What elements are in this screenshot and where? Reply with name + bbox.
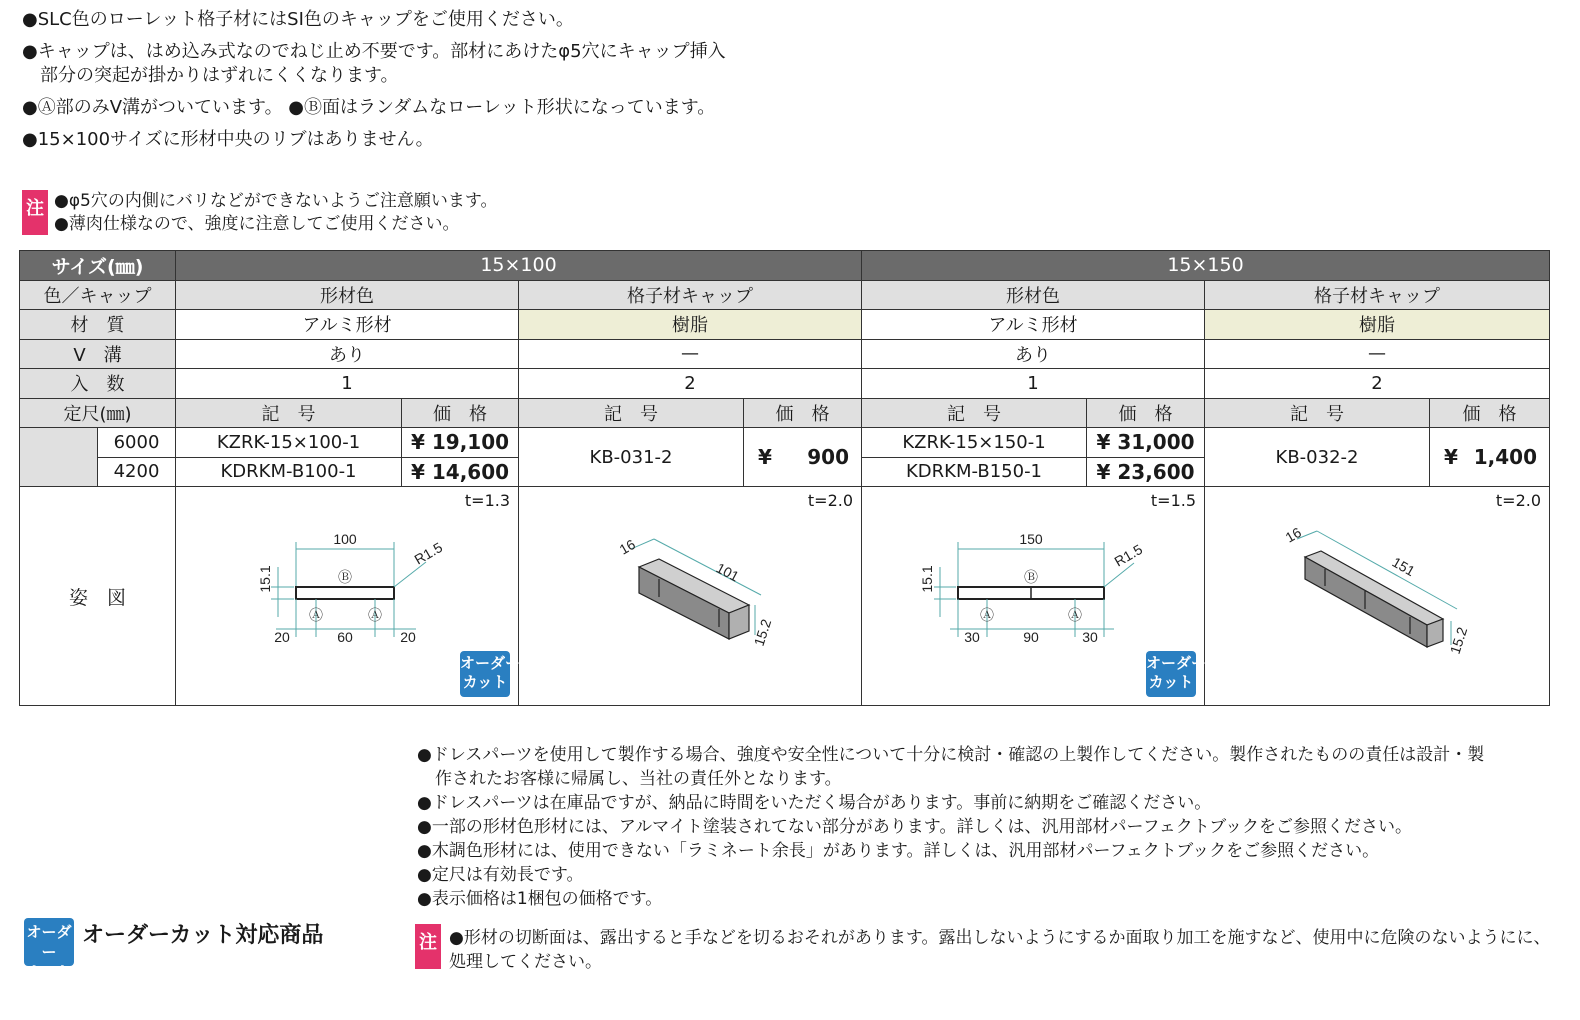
- a-profile-radius: R1.5: [411, 538, 446, 568]
- b-material-cap: 樹脂: [1205, 310, 1550, 340]
- bullet-laminate: ●木調色形材には、使用できない「ラミネート余長」があります。詳しくは、汎用部材パーフェクトブックをご参照ください。: [417, 841, 1380, 861]
- order-cut-legend-text: オーダーカット対応商品: [82, 923, 324, 948]
- note-line-burr: ●φ5穴の内側にバリなどができないようご注意願います。: [54, 191, 498, 211]
- figure-label-cell: [20, 487, 176, 706]
- a-qty-profile: 1: [176, 369, 519, 399]
- a-profile-a-mark-right: Ⓐ: [368, 607, 383, 623]
- bullet-effective-length: ●定尺は有効長です。: [417, 865, 584, 885]
- a-code-header: 記 号: [176, 398, 402, 428]
- qty-label: 入 数: [20, 369, 176, 399]
- a-cap: 格子材キャップ: [519, 280, 862, 310]
- row-material: [20, 310, 1550, 340]
- bullet-slc-cap: ●SLC色のローレット格子材にはSI色のキャップをご使用ください。: [22, 9, 574, 30]
- a-qty-cap: 2: [519, 369, 862, 399]
- top-bullet-list: [22, 8, 782, 160]
- a-profile-thickness: t=1.3: [464, 491, 511, 510]
- bottom-note-badge: 注: [415, 924, 441, 969]
- b-profile-width: 150: [1019, 531, 1043, 547]
- a-profile-d1: 20: [274, 629, 290, 645]
- b-cap-h: 15.2: [1446, 625, 1471, 656]
- a-profile-b-mark: Ⓑ: [338, 569, 353, 585]
- row-color: [20, 280, 1550, 310]
- b-cap-code: KB-032-2: [1205, 428, 1430, 487]
- b-qty-cap: 2: [1205, 369, 1550, 399]
- b-qty-profile: 1: [862, 369, 1205, 399]
- order-cut-badge-b: [1146, 651, 1207, 697]
- size-label: サイズ(㎜): [20, 251, 176, 281]
- a-material-profile: アルミ形材: [176, 310, 519, 340]
- a-price-4200: ¥ 14,600: [402, 457, 519, 487]
- row-figure: [20, 487, 1550, 706]
- b-profile-d3: 30: [1082, 629, 1098, 645]
- row-vgroove: [20, 339, 1550, 369]
- a-price-6000: ¥ 19,100: [402, 428, 519, 458]
- b-cap-code-header: 記 号: [1205, 398, 1430, 428]
- top-note: [22, 190, 498, 235]
- b-code-6000: KZRK-15×150-1: [862, 428, 1087, 458]
- row-qty: [20, 369, 1550, 399]
- order-cut-badge-a: [460, 651, 521, 697]
- bottom-note: [415, 924, 1565, 972]
- b-code-header: 記 号: [862, 398, 1087, 428]
- a-cap-price-value: 900: [807, 445, 850, 469]
- order-cut-badge-a-line2: カット: [462, 673, 508, 691]
- row-6000: [20, 428, 1550, 458]
- bullet-dress-parts-line2: 作されたお客様に帰属し、当社の責任外となります。: [435, 769, 842, 789]
- note-badge: 注: [22, 190, 48, 235]
- vgroove-label: V 溝: [20, 339, 176, 369]
- order-cut-legend-line1: オーダー: [26, 923, 72, 961]
- row-headers: [20, 398, 1550, 428]
- a-vgroove-profile: あり: [176, 339, 519, 369]
- order-cut-badge-a-line1: オーダー: [460, 654, 521, 672]
- a-profile-color: 形材色: [176, 280, 519, 310]
- row-size: [20, 251, 1550, 281]
- b-profile-radius: R1.5: [1111, 540, 1146, 570]
- bottom-bullet-list: [417, 743, 1562, 911]
- a-cap-price: [744, 428, 862, 487]
- a-code-4200: KDRKM-B100-1: [176, 457, 402, 487]
- b-cap-price-value: 1,400: [1473, 445, 1538, 469]
- size-b: 15×150: [862, 251, 1550, 281]
- b-cap-w: 16: [1282, 523, 1305, 546]
- a-code-6000: KZRK-15×100-1: [176, 428, 402, 458]
- b-cap-thickness: t=2.0: [1495, 491, 1542, 510]
- color-label: 色／キャップ: [20, 280, 176, 310]
- b-cap-figure: [1205, 487, 1550, 706]
- a-profile-d3: 20: [400, 629, 416, 645]
- b-cap-yen: ¥: [1444, 445, 1458, 469]
- b-price-4200: ¥ 23,600: [1087, 457, 1205, 487]
- figure-label: 姿 図: [69, 587, 127, 609]
- bullet-delivery: ●ドレスパーツは在庫品ですが、納品に時間をいただく場合があります。事前に納期をご確認ください。: [417, 793, 1212, 813]
- b-profile-a-mark-right: Ⓐ: [1068, 607, 1083, 623]
- a-profile-figure: [176, 487, 519, 706]
- b-price-header: 価 格: [1087, 398, 1205, 428]
- b-profile-a-mark-left: Ⓐ: [980, 607, 995, 623]
- b-profile-height: 15.1: [919, 565, 936, 593]
- a-cap-w: 16: [616, 535, 639, 558]
- a-cap-code: KB-031-2: [519, 428, 744, 487]
- material-label: 材 質: [20, 310, 176, 340]
- bullet-dress-parts-responsibility: [417, 743, 1562, 791]
- order-cut-legend-badge: [24, 918, 74, 981]
- a-cap-thickness: t=2.0: [807, 491, 854, 510]
- b-code-4200: KDRKM-B150-1: [862, 457, 1087, 487]
- bullet-cap-fitting-line2: 部分の突起が掛かりはずれにくくなります。: [40, 65, 399, 86]
- order-cut-badge-b-line2: カット: [1148, 673, 1194, 691]
- a-material-cap: 樹脂: [519, 310, 862, 340]
- a-cap-len: 101: [713, 559, 742, 585]
- b-profile-color: 形材色: [862, 280, 1205, 310]
- bullet-cap-fitting: [22, 40, 782, 88]
- a-profile-d2: 60: [337, 629, 353, 645]
- bullet-rib: ●15×100サイズに形材中央のリブはありません。: [22, 129, 434, 150]
- bullet-cap-fitting-line1: ●キャップは、はめ込み式なのでねじ止め不要です。部材にあけたφ5穴にキャップ挿入: [22, 41, 726, 62]
- length-6000: 6000: [98, 428, 176, 458]
- bottom-note-text: ●形材の切断面は、露出すると手などを切るおそれがあります。露出しないようにするか面取り加工を施すなど、使用中に危険のないようにに、処理してください。: [449, 928, 1551, 972]
- a-cap-drawing: [519, 487, 862, 706]
- order-cut-legend: [24, 918, 324, 981]
- a-cap-figure: [519, 487, 862, 706]
- b-profile-thickness: t=1.5: [1150, 491, 1197, 510]
- b-profile-d1: 30: [964, 629, 980, 645]
- a-cap-yen: ¥: [758, 445, 772, 469]
- bullet-dress-parts-line1: ●ドレスパーツを使用して製作する場合、強度や安全性について十分に検討・確認の上製作してください。製作されたものの責任は設計・製: [417, 745, 1485, 765]
- a-profile-width: 100: [333, 531, 357, 547]
- b-cap-drawing: [1205, 487, 1550, 706]
- b-profile-d2: 90: [1023, 629, 1039, 645]
- b-cap: 格子材キャップ: [1205, 280, 1550, 310]
- order-cut-legend-line2: カット: [26, 963, 72, 981]
- a-cap-price-header: 価 格: [744, 398, 862, 428]
- b-price-6000: ¥ 31,000: [1087, 428, 1205, 458]
- b-cap-len: 151: [1389, 553, 1418, 580]
- a-cap-code-header: 記 号: [519, 398, 744, 428]
- bullet-alumite: ●一部の形材色形材には、アルマイト塗装されてない部分があります。詳しくは、汎用部材パーフェクトブックをご参照ください。: [417, 817, 1413, 837]
- a-profile-height: 15.1: [257, 565, 274, 593]
- size-a: 15×100: [176, 251, 862, 281]
- a-profile-a-mark-left: Ⓐ: [309, 607, 324, 623]
- b-profile-b-mark: Ⓑ: [1024, 569, 1039, 585]
- b-cap-price-header: 価 格: [1430, 398, 1550, 428]
- b-vgroove-cap: —: [1205, 339, 1550, 369]
- bullet-vgroove: ●Ⓐ部のみV溝がついています。 ●Ⓑ面はランダムなローレット形状になっています。: [22, 97, 716, 118]
- length-label: 定尺(㎜): [20, 398, 176, 428]
- spec-table: [19, 250, 1550, 706]
- bullet-price-per-pack: ●表示価格は1梱包の価格です。: [417, 889, 663, 909]
- length-4200: 4200: [98, 457, 176, 487]
- a-price-header: 価 格: [402, 398, 519, 428]
- note-line-thin: ●薄肉仕様なので、強度に注意してご使用ください。: [54, 214, 460, 234]
- b-profile-figure: [862, 487, 1205, 706]
- a-vgroove-cap: —: [519, 339, 862, 369]
- order-cut-badge-b-line1: オーダー: [1146, 654, 1207, 672]
- b-material-profile: アルミ形材: [862, 310, 1205, 340]
- length-spacer: [20, 428, 98, 487]
- a-cap-h: 15.2: [750, 617, 775, 648]
- b-cap-price: [1430, 428, 1550, 487]
- b-vgroove-profile: あり: [862, 339, 1205, 369]
